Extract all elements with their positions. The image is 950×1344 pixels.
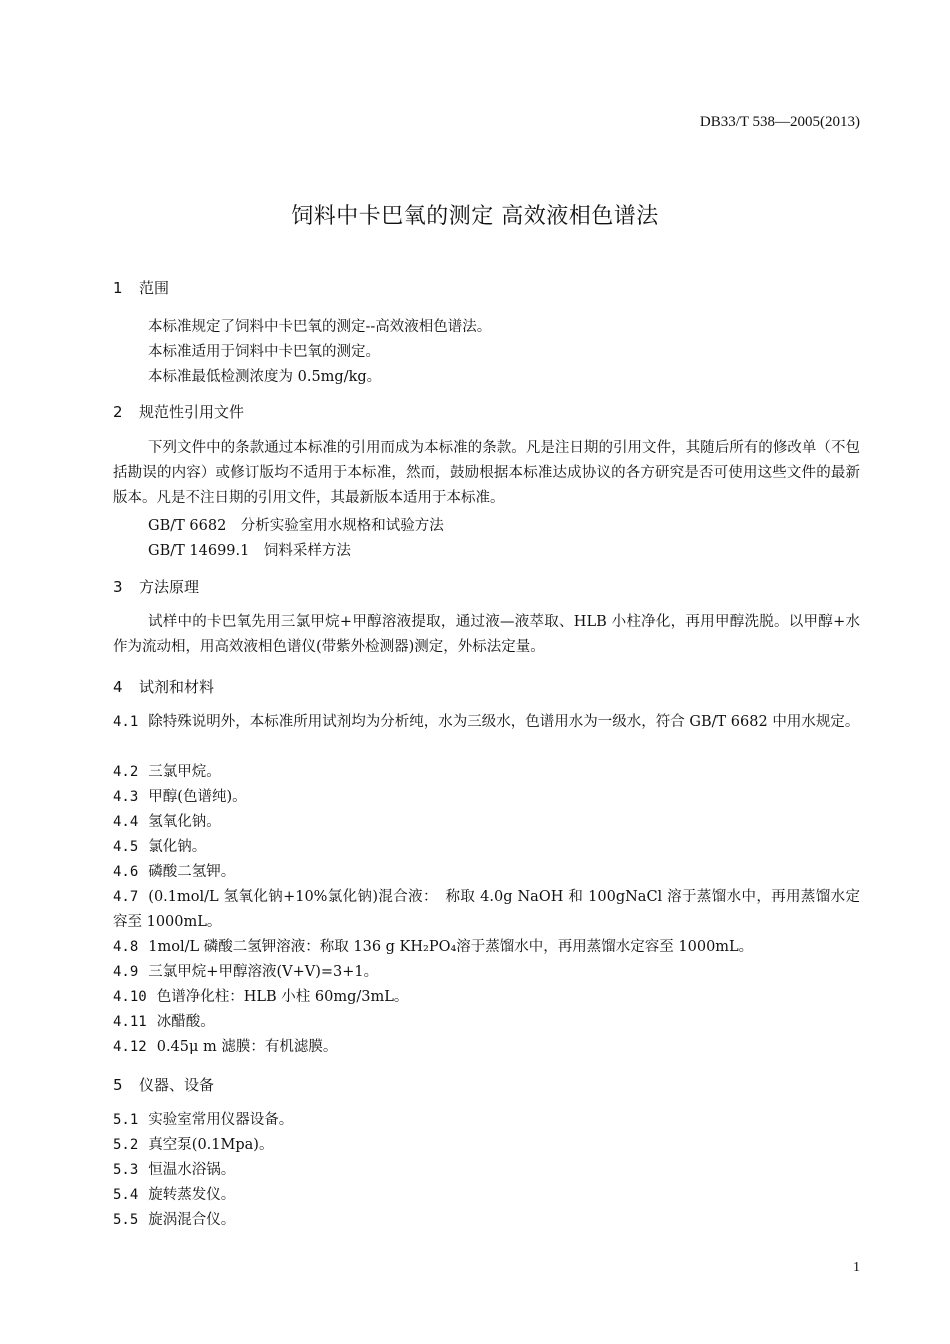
s1-line: 本标准规定了饲料中卡巴氧的测定--高效液相色谱法。 (148, 319, 492, 335)
list-item: 4.9 三氯甲烷+甲醇溶液(V+V)=3+1。 (113, 964, 379, 980)
page-number: 1 (853, 1260, 860, 1275)
list-item: 5.1 实验室常用仪器设备。 (113, 1112, 294, 1128)
section-5-heading: 5 仪器、设备 (113, 1076, 215, 1094)
list-item: 4.5 氯化钠。 (113, 839, 207, 855)
list-item: 4.8 1mol/L 磷酸二氢钾溶液：称取 136 g KH₂PO₄溶于蒸馏水中，再用蒸馏水定容至 1000mL。 (113, 939, 754, 955)
s1-line: 本标准适用于饲料中卡巴氧的测定。 (148, 344, 380, 360)
s3-paragraph: 试样中的卡巴氧先用三氯甲烷+甲醇溶液提取，通过液—液萃取、HLB 小柱净化，再用甲醇洗脱。以甲醇+水作为流动相，用高效液相色谱仪(带紫外检测器)测定，外标法定量。 (113, 614, 860, 655)
list-item: 4.3 甲醇(色谱纯)。 (113, 789, 247, 805)
list-item: 5.5 旋涡混合仪。 (113, 1212, 236, 1228)
list-item: 4.7 (0.1mol/L 氢氧化钠+10%氯化钠)混合液： 称取 4.0g NaOH 和 100gNaCl 溶于蒸馏水中，再用蒸馏水定容至 1000mL。 (113, 889, 860, 930)
page-title: 饲料中卡巴氧的测定 高效液相色谱法 (291, 204, 659, 229)
section-3-heading: 3 方法原理 (113, 578, 200, 596)
list-item: 5.4 旋转蒸发仪。 (113, 1187, 236, 1203)
reference-item: GB/T 14699.1 饲料采样方法 (148, 543, 351, 559)
list-item: 4.6 磷酸二氢钾。 (113, 864, 236, 880)
list-item: 4.2 三氯甲烷。 (113, 764, 221, 780)
list-item: 4.1 除特殊说明外，本标准所用试剂均为分析纯，水为三级水，色谱用水为一级水，符合 GB/T 6682 中用水规定。 (113, 714, 860, 730)
section-1-heading: 1 范围 (113, 279, 170, 297)
list-item: 4.10 色谱净化柱：HLB 小柱 60mg/3mL。 (113, 989, 409, 1005)
section-2-heading: 2 规范性引用文件 (113, 403, 245, 421)
list-item: 5.3 恒温水浴锅。 (113, 1162, 236, 1178)
list-item: 4.4 氢氧化钠。 (113, 814, 221, 830)
list-item: 5.2 真空泵(0.1Mpa)。 (113, 1137, 274, 1153)
standard-code: DB33/T 538—2005(2013) (699, 114, 860, 130)
list-item: 4.11 冰醋酸。 (113, 1014, 215, 1030)
section-4-heading: 4 试剂和材料 (113, 678, 215, 696)
reference-item: GB/T 6682 分析实验室用水规格和试验方法 (148, 518, 444, 534)
s2-paragraph: 下列文件中的条款通过本标准的引用而成为本标准的条款。凡是注日期的引用文件，其随后所有的修改单（不包括勘误的内容）或修订版均不适用于本标准，然而，鼓励根据本标准达成协议的各方研究是否可使用这些文件的最新版本。凡是不注日期的引用文件，其最新版本适用于本标准。 (113, 440, 860, 506)
s1-line: 本标准最低检测浓度为 0.5mg/kg。 (148, 369, 382, 385)
list-item: 4.12 0.45μ m 滤膜：有机滤膜。 (113, 1039, 338, 1055)
